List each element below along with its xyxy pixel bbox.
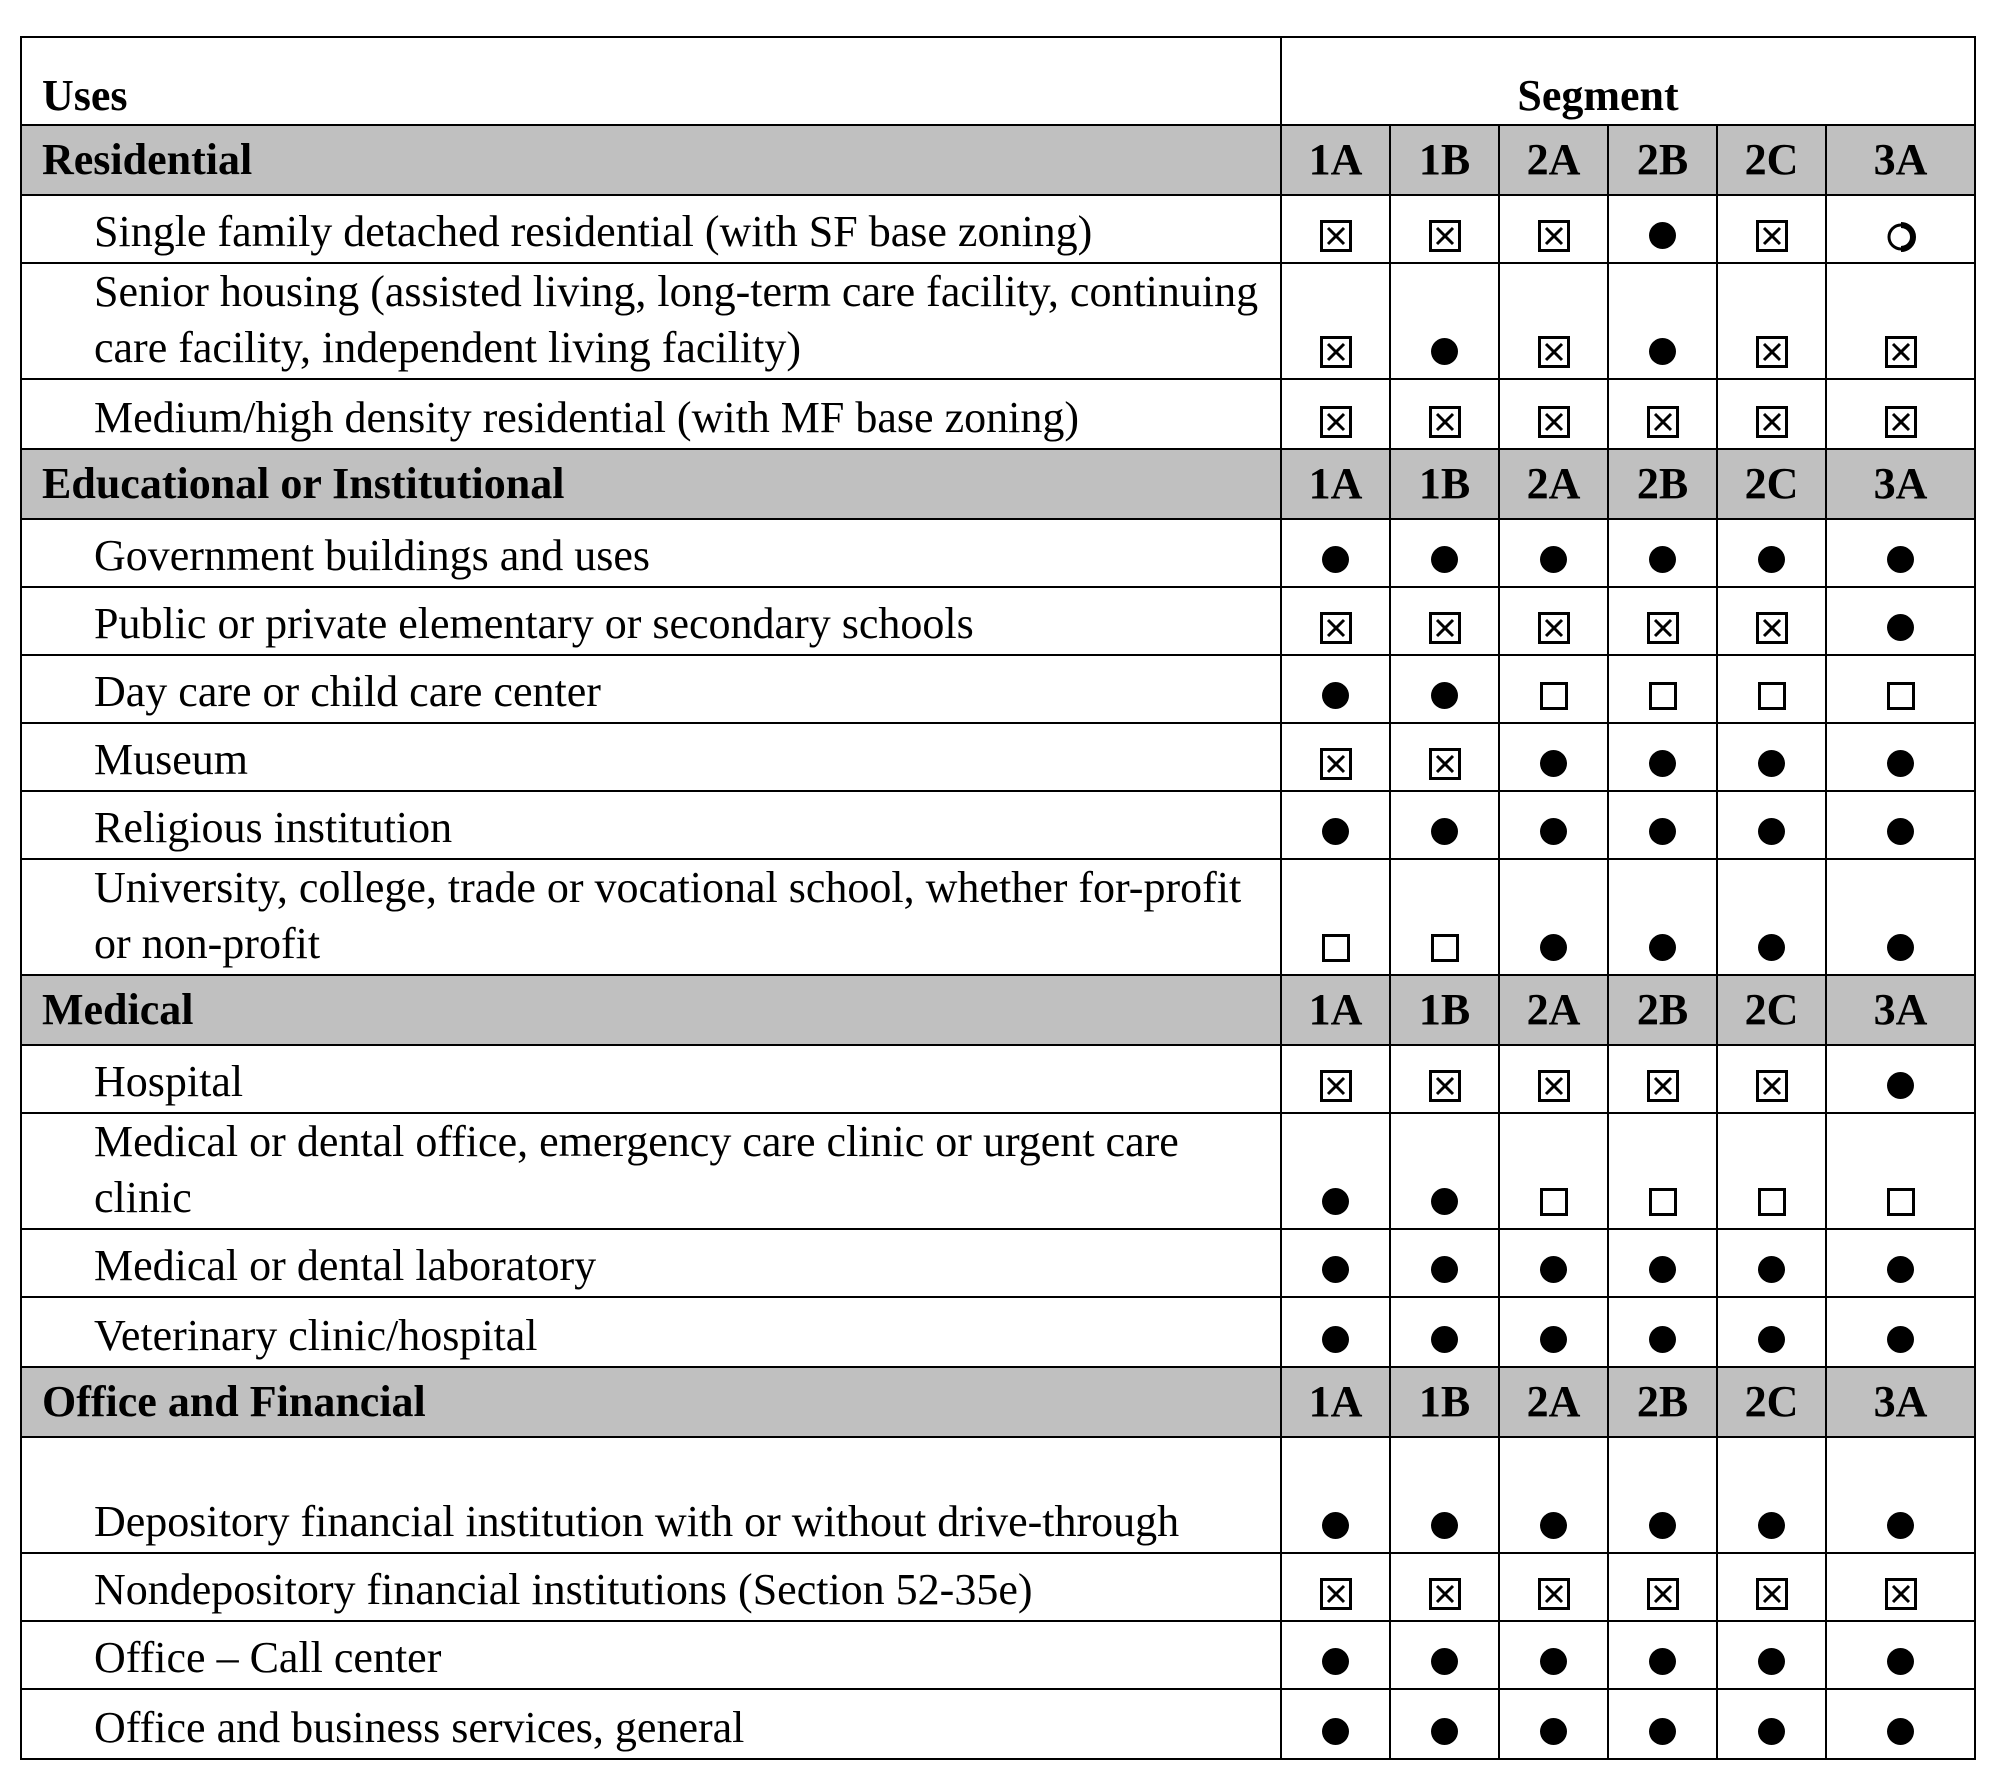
uses-table [20, 36, 1976, 1760]
use-label: Office and business services, general [21, 1689, 1281, 1759]
empty-square-icon [1649, 1188, 1677, 1216]
segment-code: 1B [1390, 449, 1499, 519]
table-row [21, 655, 1975, 723]
filled-circle-icon [1431, 1188, 1458, 1215]
mark-cell-1a [1281, 587, 1390, 655]
mark-cell-3a [1826, 1297, 1975, 1367]
x-square-icon [1885, 406, 1917, 438]
filled-circle-icon [1758, 1256, 1785, 1283]
segment-code: 3A [1826, 1367, 1975, 1437]
filled-circle-icon [1431, 1326, 1458, 1353]
x-square-icon [1647, 1070, 1679, 1102]
use-label: Day care or child care center [21, 655, 1281, 723]
filled-circle-icon [1540, 1648, 1567, 1675]
filled-circle-icon [1649, 1648, 1676, 1675]
filled-circle-icon [1887, 1326, 1914, 1353]
uses-header: Uses [21, 37, 1281, 125]
segment-code: 1B [1390, 1367, 1499, 1437]
filled-circle-icon [1322, 1648, 1349, 1675]
table-body [21, 37, 1975, 1759]
mark-cell-2a [1499, 519, 1608, 587]
filled-circle-icon [1887, 1072, 1914, 1099]
x-square-icon [1756, 1070, 1788, 1102]
filled-circle-icon [1649, 750, 1676, 777]
x-square-icon [1320, 406, 1352, 438]
filled-circle-icon [1649, 1512, 1676, 1539]
table-row [21, 791, 1975, 859]
open-circle-icon [1886, 222, 1916, 252]
mark-cell-1a [1281, 263, 1390, 379]
section-title: Residential [21, 125, 1281, 195]
x-square-icon [1885, 1578, 1917, 1610]
mark-cell-2c [1717, 587, 1826, 655]
mark-cell-1a [1281, 655, 1390, 723]
mark-cell-3a [1826, 263, 1975, 379]
filled-circle-icon [1540, 1718, 1567, 1745]
mark-cell-2c [1717, 791, 1826, 859]
mark-cell-1a [1281, 1689, 1390, 1759]
filled-circle-icon [1540, 934, 1567, 961]
filled-circle-icon [1322, 1326, 1349, 1353]
mark-cell-2a [1499, 379, 1608, 449]
filled-circle-icon [1431, 546, 1458, 573]
table-row [21, 263, 1975, 379]
filled-circle-icon [1322, 818, 1349, 845]
filled-circle-icon [1431, 1718, 1458, 1745]
mark-cell-1a [1281, 1045, 1390, 1113]
table-row [21, 587, 1975, 655]
mark-cell-2c [1717, 655, 1826, 723]
table-row [21, 379, 1975, 449]
x-square-icon [1756, 612, 1788, 644]
filled-circle-icon [1431, 338, 1458, 365]
segment-code: 1A [1281, 125, 1390, 195]
empty-square-icon [1540, 1188, 1568, 1216]
segment-code: 1A [1281, 449, 1390, 519]
mark-cell-1b [1390, 1621, 1499, 1689]
x-square-icon [1647, 612, 1679, 644]
x-square-icon [1320, 1578, 1352, 1610]
mark-cell-3a [1826, 519, 1975, 587]
mark-cell-2c [1717, 519, 1826, 587]
x-square-icon [1538, 336, 1570, 368]
segment-code: 2B [1608, 449, 1717, 519]
section-header-row [21, 975, 1975, 1045]
table-row [21, 519, 1975, 587]
filled-circle-icon [1540, 818, 1567, 845]
filled-circle-icon [1322, 1512, 1349, 1539]
x-square-icon [1756, 406, 1788, 438]
mark-cell-3a [1826, 1621, 1975, 1689]
section-title: Office and Financial [21, 1367, 1281, 1437]
mark-cell-3a [1826, 655, 1975, 723]
section-title: Medical [21, 975, 1281, 1045]
mark-cell-1a [1281, 379, 1390, 449]
x-square-icon [1538, 1070, 1570, 1102]
filled-circle-icon [1887, 614, 1914, 641]
mark-cell-1b [1390, 379, 1499, 449]
mark-cell-1b [1390, 1297, 1499, 1367]
use-label: Veterinary clinic/hospital [21, 1297, 1281, 1367]
filled-circle-icon [1758, 934, 1785, 961]
mark-cell-2c [1717, 859, 1826, 975]
x-square-icon [1538, 220, 1570, 252]
mark-cell-2a [1499, 263, 1608, 379]
empty-square-icon [1431, 934, 1459, 962]
x-square-icon [1756, 220, 1788, 252]
mark-cell-3a [1826, 723, 1975, 791]
filled-circle-icon [1649, 222, 1676, 249]
empty-square-icon [1322, 934, 1350, 962]
table-row [21, 1045, 1975, 1113]
segment-code: 3A [1826, 449, 1975, 519]
filled-circle-icon [1887, 1256, 1914, 1283]
filled-circle-icon [1758, 750, 1785, 777]
use-label: Government buildings and uses [21, 519, 1281, 587]
x-square-icon [1429, 406, 1461, 438]
filled-circle-icon [1887, 818, 1914, 845]
use-label: Single family detached residential (with SF base zoning) [21, 195, 1281, 263]
mark-cell-2a [1499, 723, 1608, 791]
x-square-icon [1647, 1578, 1679, 1610]
mark-cell-1b [1390, 195, 1499, 263]
table-row [21, 1297, 1975, 1367]
segment-header: Segment [1281, 37, 1975, 125]
mark-cell-1b [1390, 1113, 1499, 1229]
filled-circle-icon [1758, 1718, 1785, 1745]
x-square-icon [1429, 748, 1461, 780]
use-label: Senior housing (assisted living, long-term care facility, continuing care facility, independent living facility) [21, 263, 1281, 379]
section-header-row [21, 449, 1975, 519]
mark-cell-2c [1717, 1437, 1826, 1553]
mark-cell-2b [1608, 195, 1717, 263]
mark-cell-3a [1826, 859, 1975, 975]
mark-cell-2c [1717, 1621, 1826, 1689]
use-label: Public or private elementary or secondary schools [21, 587, 1281, 655]
x-square-icon [1320, 336, 1352, 368]
mark-cell-1b [1390, 791, 1499, 859]
x-square-icon [1647, 406, 1679, 438]
mark-cell-2b [1608, 859, 1717, 975]
use-label: Office – Call center [21, 1621, 1281, 1689]
filled-circle-icon [1649, 1256, 1676, 1283]
mark-cell-2b [1608, 587, 1717, 655]
table-row [21, 1229, 1975, 1297]
x-square-icon [1429, 220, 1461, 252]
filled-circle-icon [1431, 1648, 1458, 1675]
x-square-icon [1429, 1070, 1461, 1102]
segment-code: 2A [1499, 449, 1608, 519]
filled-circle-icon [1649, 1326, 1676, 1353]
segment-code: 2C [1717, 975, 1826, 1045]
filled-circle-icon [1758, 1512, 1785, 1539]
mark-cell-2c [1717, 195, 1826, 263]
mark-cell-3a [1826, 587, 1975, 655]
mark-cell-2c [1717, 1229, 1826, 1297]
mark-cell-1b [1390, 1045, 1499, 1113]
filled-circle-icon [1540, 1512, 1567, 1539]
mark-cell-2c [1717, 1113, 1826, 1229]
mark-cell-2b [1608, 379, 1717, 449]
mark-cell-2c [1717, 1045, 1826, 1113]
x-square-icon [1538, 406, 1570, 438]
segment-code: 2A [1499, 125, 1608, 195]
filled-circle-icon [1887, 1718, 1914, 1745]
mark-cell-2b [1608, 791, 1717, 859]
mark-cell-2c [1717, 723, 1826, 791]
filled-circle-icon [1887, 546, 1914, 573]
filled-circle-icon [1431, 682, 1458, 709]
use-label: Medical or dental laboratory [21, 1229, 1281, 1297]
use-label: Medical or dental office, emergency care clinic or urgent care clinic [21, 1113, 1281, 1229]
filled-circle-icon [1322, 546, 1349, 573]
table-row [21, 1689, 1975, 1759]
segment-code: 1A [1281, 975, 1390, 1045]
mark-cell-1b [1390, 723, 1499, 791]
table-row [21, 1553, 1975, 1621]
segment-code: 2A [1499, 1367, 1608, 1437]
mark-cell-1b [1390, 1689, 1499, 1759]
mark-cell-3a [1826, 1437, 1975, 1553]
mark-cell-2b [1608, 1437, 1717, 1553]
segment-code: 2C [1717, 125, 1826, 195]
x-square-icon [1885, 336, 1917, 368]
section-title: Educational or Institutional [21, 449, 1281, 519]
segment-code: 2B [1608, 975, 1717, 1045]
table-row [21, 859, 1975, 975]
use-label: Nondepository financial institutions (Section 52-35e) [21, 1553, 1281, 1621]
x-square-icon [1320, 612, 1352, 644]
mark-cell-3a [1826, 791, 1975, 859]
filled-circle-icon [1431, 1512, 1458, 1539]
mark-cell-2a [1499, 1437, 1608, 1553]
mark-cell-2b [1608, 655, 1717, 723]
mark-cell-2b [1608, 1297, 1717, 1367]
filled-circle-icon [1887, 1512, 1914, 1539]
mark-cell-2c [1717, 263, 1826, 379]
filled-circle-icon [1322, 1188, 1349, 1215]
mark-cell-1b [1390, 1437, 1499, 1553]
mark-cell-1a [1281, 1297, 1390, 1367]
mark-cell-1b [1390, 859, 1499, 975]
x-square-icon [1320, 1070, 1352, 1102]
filled-circle-icon [1322, 1256, 1349, 1283]
section-header-row [21, 125, 1975, 195]
segment-code: 3A [1826, 975, 1975, 1045]
filled-circle-icon [1758, 546, 1785, 573]
table-row [21, 195, 1975, 263]
mark-cell-3a [1826, 1229, 1975, 1297]
table-header-row [21, 37, 1975, 125]
mark-cell-1a [1281, 1437, 1390, 1553]
mark-cell-2a [1499, 1297, 1608, 1367]
mark-cell-2a [1499, 655, 1608, 723]
mark-cell-1b [1390, 519, 1499, 587]
mark-cell-2c [1717, 1553, 1826, 1621]
mark-cell-1a [1281, 195, 1390, 263]
segment-code: 2A [1499, 975, 1608, 1045]
use-label: Hospital [21, 1045, 1281, 1113]
filled-circle-icon [1431, 1256, 1458, 1283]
mark-cell-3a [1826, 1113, 1975, 1229]
filled-circle-icon [1322, 1718, 1349, 1745]
filled-circle-icon [1649, 1718, 1676, 1745]
mark-cell-2c [1717, 379, 1826, 449]
mark-cell-2c [1717, 1297, 1826, 1367]
filled-circle-icon [1431, 818, 1458, 845]
mark-cell-1b [1390, 1553, 1499, 1621]
use-label: Depository financial institution with or without drive-through [21, 1437, 1281, 1553]
mark-cell-1a [1281, 1553, 1390, 1621]
mark-cell-2c [1717, 1689, 1826, 1759]
x-square-icon [1429, 1578, 1461, 1610]
mark-cell-1a [1281, 1113, 1390, 1229]
mark-cell-2a [1499, 587, 1608, 655]
mark-cell-1b [1390, 1229, 1499, 1297]
filled-circle-icon [1540, 1326, 1567, 1353]
mark-cell-2a [1499, 1113, 1608, 1229]
filled-circle-icon [1649, 546, 1676, 573]
mark-cell-2a [1499, 1229, 1608, 1297]
mark-cell-1a [1281, 791, 1390, 859]
filled-circle-icon [1887, 934, 1914, 961]
filled-circle-icon [1322, 682, 1349, 709]
x-square-icon [1320, 748, 1352, 780]
mark-cell-2b [1608, 723, 1717, 791]
filled-circle-icon [1758, 1326, 1785, 1353]
segment-code: 2B [1608, 125, 1717, 195]
mark-cell-2b [1608, 263, 1717, 379]
mark-cell-2b [1608, 1045, 1717, 1113]
use-label: Medium/high density residential (with MF base zoning) [21, 379, 1281, 449]
x-square-icon [1756, 1578, 1788, 1610]
filled-circle-icon [1758, 818, 1785, 845]
filled-circle-icon [1649, 818, 1676, 845]
mark-cell-1a [1281, 519, 1390, 587]
x-square-icon [1538, 612, 1570, 644]
filled-circle-icon [1649, 338, 1676, 365]
mark-cell-2a [1499, 859, 1608, 975]
mark-cell-1b [1390, 655, 1499, 723]
empty-square-icon [1758, 1188, 1786, 1216]
mark-cell-2a [1499, 1689, 1608, 1759]
mark-cell-2b [1608, 1229, 1717, 1297]
mark-cell-2b [1608, 1553, 1717, 1621]
empty-square-icon [1649, 682, 1677, 710]
filled-circle-icon [1649, 934, 1676, 961]
mark-cell-1a [1281, 859, 1390, 975]
table-row [21, 1113, 1975, 1229]
table-row [21, 723, 1975, 791]
mark-cell-3a [1826, 379, 1975, 449]
mark-cell-2a [1499, 791, 1608, 859]
table-row [21, 1437, 1975, 1553]
mark-cell-3a [1826, 1689, 1975, 1759]
filled-circle-icon [1540, 546, 1567, 573]
use-label: Museum [21, 723, 1281, 791]
segment-code: 3A [1826, 125, 1975, 195]
x-square-icon [1756, 336, 1788, 368]
segment-code: 2C [1717, 449, 1826, 519]
mark-cell-2a [1499, 1045, 1608, 1113]
segment-code: 1B [1390, 975, 1499, 1045]
empty-square-icon [1887, 682, 1915, 710]
filled-circle-icon [1758, 1648, 1785, 1675]
segment-code: 1A [1281, 1367, 1390, 1437]
segment-code: 2C [1717, 1367, 1826, 1437]
mark-cell-2b [1608, 519, 1717, 587]
mark-cell-1a [1281, 723, 1390, 791]
mark-cell-3a [1826, 1045, 1975, 1113]
x-square-icon [1429, 612, 1461, 644]
segment-code: 2B [1608, 1367, 1717, 1437]
table-row [21, 1621, 1975, 1689]
segment-code: 1B [1390, 125, 1499, 195]
x-square-icon [1320, 220, 1352, 252]
filled-circle-icon [1887, 750, 1914, 777]
empty-square-icon [1540, 682, 1568, 710]
empty-square-icon [1887, 1188, 1915, 1216]
empty-square-icon [1758, 682, 1786, 710]
mark-cell-2b [1608, 1621, 1717, 1689]
mark-cell-2b [1608, 1689, 1717, 1759]
mark-cell-1b [1390, 587, 1499, 655]
mark-cell-1b [1390, 263, 1499, 379]
filled-circle-icon [1540, 1256, 1567, 1283]
mark-cell-2a [1499, 195, 1608, 263]
mark-cell-2a [1499, 1553, 1608, 1621]
filled-circle-icon [1887, 1648, 1914, 1675]
x-square-icon [1538, 1578, 1570, 1610]
filled-circle-icon [1540, 750, 1567, 777]
mark-cell-3a [1826, 1553, 1975, 1621]
use-label: Religious institution [21, 791, 1281, 859]
mark-cell-2a [1499, 1621, 1608, 1689]
mark-cell-1a [1281, 1621, 1390, 1689]
mark-cell-3a [1826, 195, 1975, 263]
section-header-row [21, 1367, 1975, 1437]
mark-cell-1a [1281, 1229, 1390, 1297]
use-label: University, college, trade or vocational school, whether for-profit or non-profit [21, 859, 1281, 975]
mark-cell-2b [1608, 1113, 1717, 1229]
